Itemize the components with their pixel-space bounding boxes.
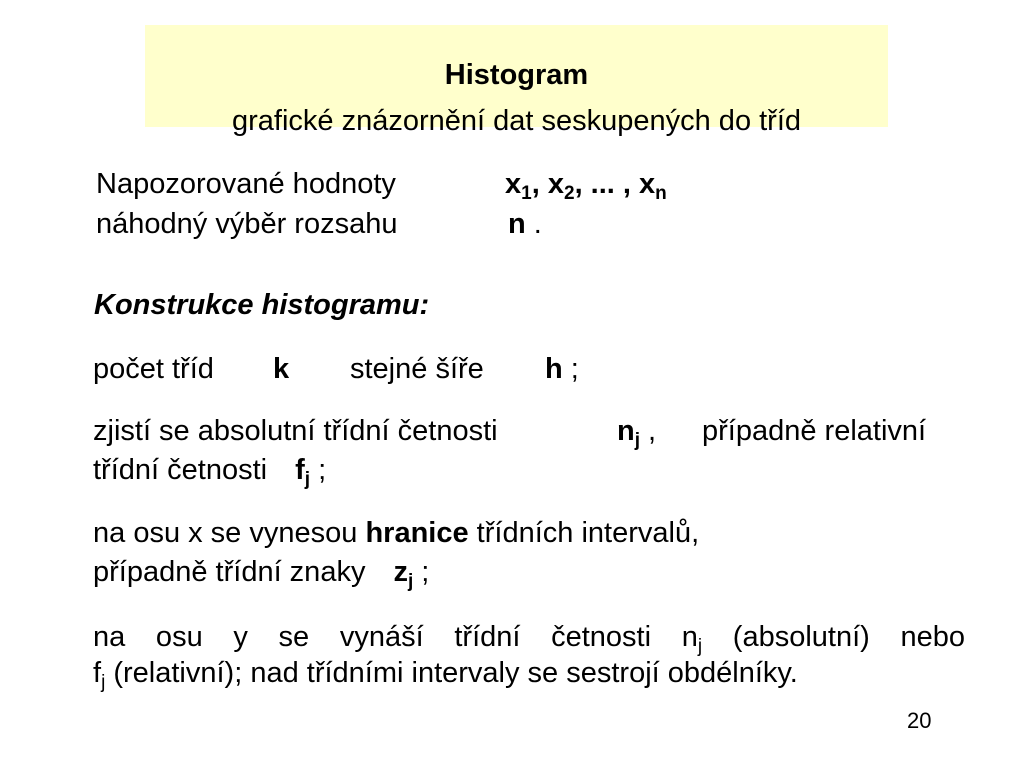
absolute-frequency-symbol: $n_j$ ,: [617, 415, 657, 451]
y-axis-text: na osu y se vynáší třídní četnosti $n_j$ (absolutní) nebo: [93, 621, 965, 657]
observed-values-label: Napozorované hodnoty: [96, 168, 396, 200]
class-marks-text: případně třídní znaky $z_j$ ;: [93, 556, 430, 592]
page-number: 20: [907, 708, 932, 733]
class-count-symbol: k: [273, 353, 290, 385]
relative-frequency-text: případně relativní: [702, 415, 927, 447]
title-box: [145, 25, 888, 137]
construction-heading: Konstrukce histogramu:: [94, 289, 430, 321]
absolute-frequency-text: zjistí se absolutní třídní četnosti: [93, 415, 498, 447]
class-width-text: stejné šíře: [350, 353, 484, 385]
class-count-text: počet tříd: [93, 353, 214, 385]
sample-size-formula: n .: [508, 208, 542, 240]
relative-frequency-text-cont: třídní četnosti $f_j$ ;: [93, 454, 327, 490]
slide-title: Histogram: [444, 59, 589, 91]
y-axis-text-cont: $f_j$ (relativní); nad třídními intervaly se sestrojí obdélníky.: [93, 657, 798, 693]
observed-values-formula: $x_1$, $x_2$, ... , $x_n$: [505, 168, 667, 204]
slide-subtitle: grafické znázornění dat seskupených do tříd: [231, 105, 802, 137]
sample-size-label: náhodný výběr rozsahu: [96, 208, 398, 240]
class-width-symbol: h ;: [545, 353, 579, 385]
x-axis-text: na osu x se vynesou hranice třídních intervalů,: [93, 517, 700, 549]
